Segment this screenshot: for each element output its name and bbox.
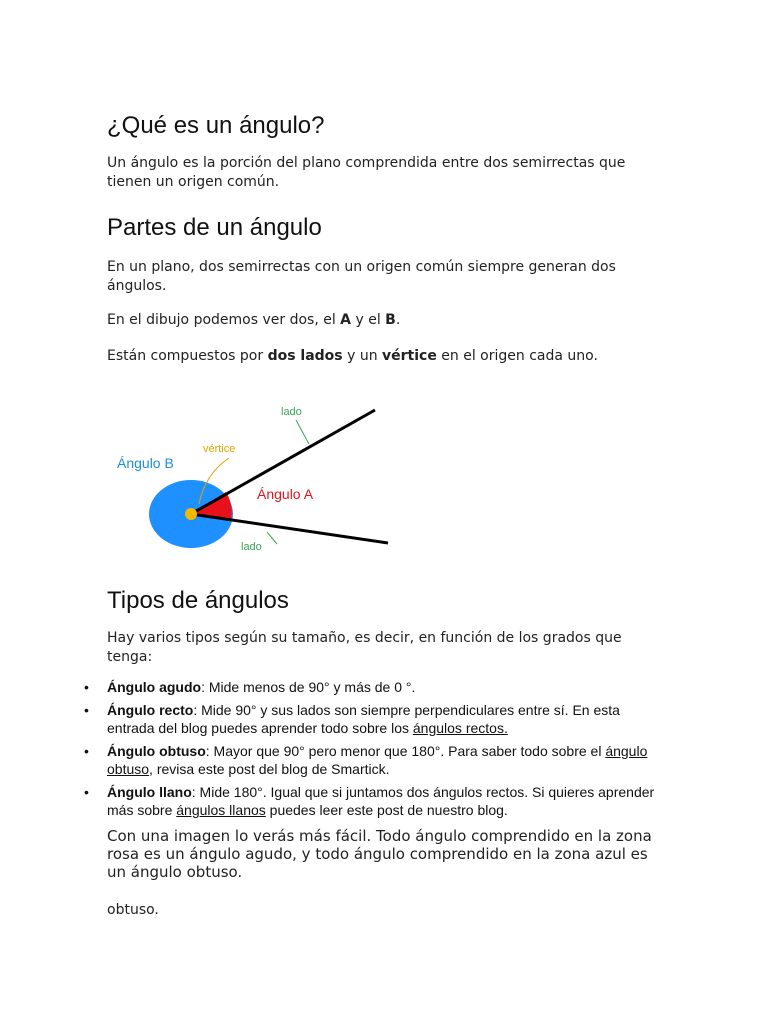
angle-a-bold: A — [340, 312, 352, 328]
link-angulos-rectos[interactable]: ángulos rectos. — [412, 720, 508, 736]
intro-paragraph: En un plano, dos semirrectas con un origen común siempre generan dos ángulos. — [107, 259, 616, 294]
bullet-icon: • — [84, 784, 89, 800]
types-intro-paragraph: Hay varios tipos según su tamaño, es decir, en función de los grados que tenga: — [107, 630, 622, 665]
heading-tipos-de-angulos: Tipos de ángulos — [107, 587, 289, 614]
term-agudo: Ángulo agudo — [107, 679, 202, 695]
label-angulo-a: Ángulo A — [257, 486, 314, 502]
link-angulo-obtuso[interactable]: ángulo obtuso — [107, 743, 648, 777]
composition-mid: y un — [342, 348, 383, 364]
bullet-icon: • — [84, 702, 89, 718]
list-item-llano — [84, 783, 664, 819]
desc-llano: : Mide 180°. Igual que si juntamos dos ángulos rectos. Si quieres aprender más sobre — [107, 784, 655, 818]
angle-parts-diagram — [105, 392, 405, 552]
term-recto: Ángulo recto — [107, 702, 194, 718]
heading-partes-de-un-angulo: Partes de un ángulo — [107, 214, 322, 241]
drawing-text-prefix: En el dibujo podemos ver dos, el — [107, 312, 341, 328]
desc-obtuso: : Mayor que 90° pero menor que 180°. Para saber todo sobre el — [205, 743, 606, 759]
desc-agudo: : Mide menos de 90° y más de 0 °. — [201, 679, 416, 695]
label-vertice: vértice — [203, 443, 236, 455]
label-lado-top: lado — [281, 406, 302, 418]
drawing-paragraph — [107, 311, 667, 330]
dos-lados-bold: dos lados — [267, 348, 343, 364]
desc-recto: : Mide 90° y sus lados son siempre perpendiculares entre sí. En esta entrada del blog puedes aprender todo sobre los — [107, 702, 620, 736]
label-lado-bottom: lado — [241, 541, 262, 552]
angle-b-bold: B — [385, 312, 396, 328]
term-obtuso: Ángulo obtuso — [107, 743, 206, 759]
lado-top-pointer — [296, 420, 309, 444]
list-item-agudo — [84, 678, 664, 696]
heading-que-es-un-angulo: ¿Qué es un ángulo? — [107, 112, 325, 139]
lado-bottom-pointer — [267, 532, 277, 544]
list-item-recto — [84, 701, 664, 737]
label-angulo-b: Ángulo B — [117, 455, 174, 471]
drawing-text-mid: y el — [351, 312, 386, 328]
trailing-paragraph: obtuso. — [107, 902, 159, 918]
term-llano: Ángulo llano — [107, 784, 192, 800]
drawing-text-suffix: . — [395, 312, 401, 328]
desc-llano-after: puedes leer este post de nuestro blog. — [265, 802, 508, 818]
composition-suffix: en el origen cada uno. — [436, 348, 598, 364]
desc-obtuso-after: , revisa este post del blog de Smartick. — [149, 761, 390, 777]
image-explanation-paragraph: Con una imagen lo verás más fácil. Todo ángulo comprendido en la zona rosa es un ángulo agudo, y todo ángulo comprendido en la zona azul es un ángulo obtuso. — [107, 827, 652, 881]
definition-paragraph: Un ángulo es la porción del plano comprendida entre dos semirrectas que tienen un origen común. — [107, 155, 626, 190]
vertex-dot — [185, 508, 197, 520]
link-angulos-llanos[interactable]: ángulos llanos — [176, 802, 266, 818]
bullet-icon: • — [84, 743, 89, 759]
composition-paragraph — [107, 347, 667, 366]
bullet-icon: • — [84, 679, 89, 695]
list-item-obtuso — [84, 742, 664, 778]
vertice-bold: vértice — [382, 348, 437, 364]
composition-prefix: Están compuestos por — [107, 348, 268, 364]
angle-types-list — [84, 678, 664, 824]
